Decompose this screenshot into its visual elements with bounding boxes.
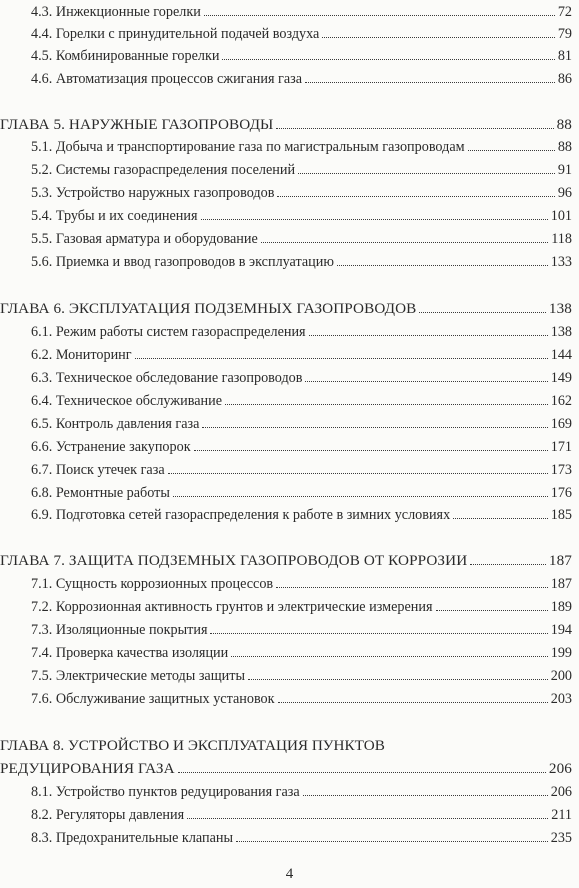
dot-leader xyxy=(276,128,553,129)
toc-entry-title: 6.1. Режим работы систем газораспределения xyxy=(31,324,306,340)
toc-entry-page: 200 xyxy=(550,668,572,684)
toc-entry-4-4 xyxy=(31,22,572,42)
chapter-title: ГЛАВА 7. ЗАЩИТА ПОДЗЕМНЫХ ГАЗОПРОВОДОВ ОТ КОРРОЗИИ xyxy=(0,552,468,569)
dot-leader xyxy=(309,335,548,336)
dot-leader xyxy=(210,633,547,634)
dot-leader xyxy=(278,702,548,703)
toc-entry-5-1 xyxy=(31,135,572,155)
toc-entry-6-3 xyxy=(31,366,572,386)
toc-entry-page: 203 xyxy=(550,691,572,707)
toc-entry-5-3 xyxy=(31,181,572,201)
toc-entry-7-2 xyxy=(31,595,572,615)
dot-leader xyxy=(204,15,555,16)
toc-entry-5-4 xyxy=(31,204,572,224)
toc-entry-title: 4.4. Горелки с принудительной подачей воздуха xyxy=(31,26,320,42)
toc-entry-7-3 xyxy=(31,618,572,638)
toc-entry-title: 7.4. Проверка качества изоляции xyxy=(31,645,229,661)
toc-entry-page: 96 xyxy=(557,185,572,201)
toc-entry-title: 5.2. Системы газораспределения поселений xyxy=(31,162,296,178)
toc-entry-page: 199 xyxy=(550,645,572,661)
dot-leader xyxy=(303,795,548,796)
toc-entry-page: 86 xyxy=(557,71,572,87)
toc-entry-6-4 xyxy=(31,389,572,409)
toc-entry-4-6 xyxy=(31,67,572,87)
toc-entry-page: 91 xyxy=(557,162,572,178)
dot-leader xyxy=(276,587,548,588)
dot-leader xyxy=(187,818,548,819)
dot-leader xyxy=(436,610,548,611)
toc-entry-6-6 xyxy=(31,435,572,455)
chapter-title: РЕДУЦИРОВАНИЯ ГАЗА xyxy=(0,760,175,777)
dot-leader xyxy=(470,564,546,565)
chapter-page: 88 xyxy=(556,116,572,133)
dot-leader xyxy=(337,265,548,266)
toc-entry-page: 235 xyxy=(550,830,572,846)
toc-entry-title: 4.6. Автоматизация процессов сжигания газа xyxy=(31,71,303,87)
toc-entry-page: 81 xyxy=(557,48,572,64)
toc-entry-title: 5.1. Добыча и транспортирование газа по магистральным газопроводам xyxy=(31,139,465,155)
toc-entry-title: 4.5. Комбинированные горелки xyxy=(31,48,220,64)
toc-entry-title: 7.6. Обслуживание защитных установок xyxy=(31,691,275,707)
toc-entry-7-5 xyxy=(31,664,572,684)
toc-entry-page: 88 xyxy=(557,139,572,155)
toc-entry-title: 6.2. Мониторинг xyxy=(31,347,132,363)
chapter-page: 138 xyxy=(548,300,572,317)
toc-entry-page: 133 xyxy=(550,254,572,270)
dot-leader xyxy=(298,173,555,174)
toc-entry-page: 173 xyxy=(550,462,572,478)
toc-entry-page: 118 xyxy=(551,231,572,247)
toc-entry-6-2 xyxy=(31,343,572,363)
toc-entry-page: 189 xyxy=(550,599,572,615)
toc-entry-page: 101 xyxy=(550,208,572,224)
chapter-page: 187 xyxy=(548,552,572,569)
toc-entry-page: 194 xyxy=(550,622,572,638)
toc-entry-6-5 xyxy=(31,412,572,432)
toc-entry-8-1 xyxy=(31,780,572,800)
toc-entry-page: 206 xyxy=(550,784,572,800)
page-number: 4 xyxy=(285,866,294,882)
toc-entry-4-3 xyxy=(31,0,572,20)
toc-chapter-5 xyxy=(0,113,572,133)
toc-entry-page: 138 xyxy=(550,324,572,340)
toc-entry-title: 7.1. Сущность коррозионных процессов xyxy=(31,576,274,592)
toc-entry-title: 6.3. Техническое обследование газопроводов xyxy=(31,370,303,386)
dot-leader xyxy=(322,37,554,38)
dot-leader xyxy=(453,518,548,519)
toc-entry-title: 7.2. Коррозионная активность грунтов и электрические измерения xyxy=(31,599,433,615)
toc-entry-page: 171 xyxy=(550,439,572,455)
toc-entry-title: 5.4. Трубы и их соединения xyxy=(31,208,198,224)
toc-entry-title: 6.7. Поиск утечек газа xyxy=(31,462,165,478)
dot-leader xyxy=(261,242,548,243)
dot-leader xyxy=(194,450,548,451)
toc-entry-page: 72 xyxy=(557,4,572,20)
toc-entry-title: 5.3. Устройство наружных газопроводов xyxy=(31,185,275,201)
toc-entry-4-5 xyxy=(31,44,572,64)
toc-chapter-6 xyxy=(0,297,572,317)
dot-leader xyxy=(202,427,547,428)
toc-entry-title: 7.5. Электрические методы защиты xyxy=(31,668,245,684)
toc-entry-7-4 xyxy=(31,641,572,661)
toc-entry-6-9 xyxy=(31,503,572,523)
toc-entry-title: 8.3. Предохранительные клапаны xyxy=(31,830,234,846)
toc-chapter-8 xyxy=(0,757,572,777)
toc-entry-7-1 xyxy=(31,572,572,592)
chapter-title-line1: ГЛАВА 8. УСТРОЙСТВО И ЭКСПЛУАТАЦИЯ ПУНКТОВ xyxy=(0,737,385,754)
toc-entry-title: 6.4. Техническое обслуживание xyxy=(31,393,222,409)
dot-leader xyxy=(201,219,548,220)
toc-entry-title: 7.3. Изоляционные покрытия xyxy=(31,622,208,638)
toc-entry-8-2 xyxy=(31,803,572,823)
toc-entry-5-6 xyxy=(31,250,572,270)
dot-leader xyxy=(419,312,546,313)
toc-chapter-7 xyxy=(0,549,572,569)
toc-entry-7-6 xyxy=(31,687,572,707)
chapter-title: ГЛАВА 6. ЭКСПЛУАТАЦИЯ ПОДЗЕМНЫХ ГАЗОПРОВОДОВ xyxy=(0,300,417,317)
toc-entry-5-2 xyxy=(31,158,572,178)
toc-entry-6-7 xyxy=(31,458,572,478)
dot-leader xyxy=(231,656,547,657)
toc-entry-page: 211 xyxy=(551,807,572,823)
dot-leader xyxy=(468,150,555,151)
toc-entry-title: 4.3. Инжекционные горелки xyxy=(31,4,201,20)
toc-entry-5-5 xyxy=(31,227,572,247)
dot-leader xyxy=(277,196,554,197)
toc-entry-title: 8.1. Устройство пунктов редуцирования газа xyxy=(31,784,300,800)
dot-leader xyxy=(305,381,547,382)
chapter-title: ГЛАВА 5. НАРУЖНЫЕ ГАЗОПРОВОДЫ xyxy=(0,116,274,133)
dot-leader xyxy=(178,772,546,773)
toc-entry-title: 8.2. Регуляторы давления xyxy=(31,807,185,823)
toc-entry-title: 6.9. Подготовка сетей газораспределения к работе в зимних условиях xyxy=(31,507,451,523)
toc-entry-title: 5.5. Газовая арматура и оборудование xyxy=(31,231,258,247)
dot-leader xyxy=(135,358,548,359)
toc-entry-page: 176 xyxy=(550,485,572,501)
dot-leader xyxy=(222,59,554,60)
dot-leader xyxy=(225,404,548,405)
toc-entry-page: 187 xyxy=(550,576,572,592)
dot-leader xyxy=(248,679,548,680)
toc-entry-page: 79 xyxy=(557,26,572,42)
toc-entry-8-3 xyxy=(31,826,572,846)
toc-entry-6-8 xyxy=(31,481,572,501)
toc-entry-title: 5.6. Приемка и ввод газопроводов в эксплуатацию xyxy=(31,254,334,270)
toc-entry-page: 144 xyxy=(550,347,572,363)
toc-entry-title: 6.6. Устранение закупорок xyxy=(31,439,191,455)
toc-entry-page: 162 xyxy=(550,393,572,409)
chapter-page: 206 xyxy=(548,760,572,777)
toc-entry-page: 185 xyxy=(550,507,572,523)
toc-entry-title: 6.8. Ремонтные работы xyxy=(31,485,170,501)
toc-entry-title: 6.5. Контроль давления газа xyxy=(31,416,200,432)
dot-leader xyxy=(168,473,548,474)
dot-leader xyxy=(173,496,548,497)
dot-leader xyxy=(305,82,555,83)
toc-entry-page: 149 xyxy=(550,370,572,386)
toc-entry-6-1 xyxy=(31,320,572,340)
toc-entry-page: 169 xyxy=(550,416,572,432)
dot-leader xyxy=(236,841,548,842)
